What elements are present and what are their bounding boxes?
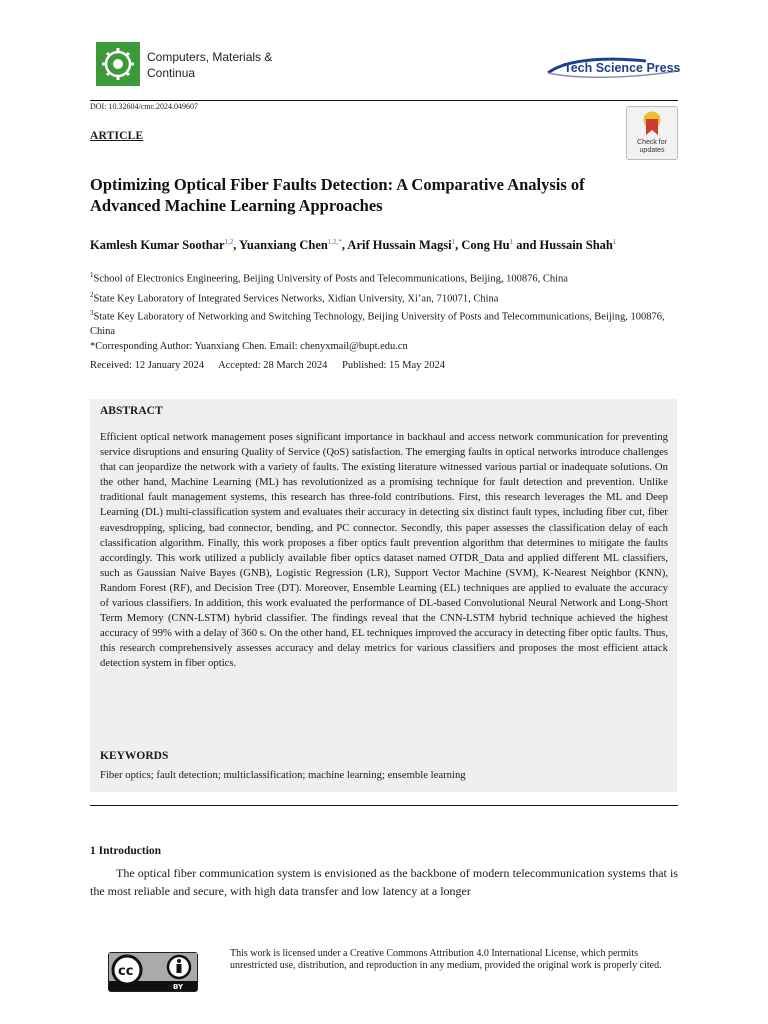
author-separator: , — [233, 238, 240, 253]
header-divider — [90, 100, 678, 101]
introduction-text: The optical fiber communication system is envisioned as the backbone of modern telecommunication systems that is the most reliable and secure, with high data transfer and low latency at a longer — [90, 866, 678, 898]
affiliation-text: State Key Laboratory of Networking and Switching Technology, Beijing University of Posts and Telecommunications, Beijing, 100876, China — [90, 311, 665, 337]
corresponding-author[interactable]: *Corresponding Author: Yuanxiang Chen. Email: chenyxmail@bupt.edu.cn — [90, 341, 408, 352]
keywords-heading: KEYWORDS — [100, 750, 169, 762]
bookmark-icon — [643, 111, 661, 137]
license-statement: This work is licensed under a Creative Commons Attribution 4.0 International License, which permits unrestricted use, distribution, and reproduction in any medium, provided the original work is properly cited. — [230, 948, 662, 971]
paper-title: Optimizing Optical Fiber Faults Detection: A Comparative Analysis of Advanced Machine Learning Approaches — [90, 175, 585, 215]
author-name[interactable]: Hussain Shah — [539, 238, 613, 253]
journal-name: Computers, Materials & Continua — [147, 50, 273, 80]
affiliation-3 — [90, 306, 670, 339]
author-name[interactable]: Cong Hu — [461, 238, 510, 253]
cc-by-license-badge[interactable] — [108, 952, 198, 992]
author-name[interactable]: Arif Hussain Magsi — [347, 238, 452, 253]
author-affiliation-marker[interactable]: 1 — [612, 238, 617, 246]
author-separator: , — [455, 238, 462, 253]
svg-text:cc: cc — [118, 964, 134, 979]
author-name[interactable]: Yuanxiang Chen — [239, 238, 328, 253]
author-separator: , — [341, 238, 348, 253]
abstract-heading: ABSTRACT — [100, 405, 163, 417]
affiliation-2 — [90, 288, 670, 307]
section-heading-introduction: 1 Introduction — [90, 845, 162, 857]
introduction-paragraph — [90, 864, 678, 900]
published-date: Published: 15 May 2024 — [342, 360, 445, 371]
accepted-date: Accepted: 28 March 2024 — [218, 360, 328, 371]
publication-dates — [90, 360, 457, 371]
affiliation-marker: 2 — [90, 291, 94, 299]
author-affiliation-marker[interactable]: 1 — [509, 238, 514, 246]
abstract-text: Efficient optical network management poses significant importance in backhaul and access network communication for preventing service disruptions and ensuring Quality of Service (QoS) satisfaction. The emerging faults in optical networks introduce challenges that can jeopardize the network with a variety of faults. The existing literature witnessed various partial or inadequate solutions. On the other hand, Machine Learning (ML) has revolutionized as a promising technique for fault detection and prevention. Unlike traditional fault management systems, this research has three-fold contributions. First, this research leverages the ML and Deep Learning (DL) multi-classification system and evaluates their accuracy in detecting six distinct fault types, including fiber cut, fiber eavesdropping, splicing, bad connector, bending, and PC connector. Secondly, this paper assesses the classification delay of each classification algorithm. Finally, this work proposes a fiber optics fault prevention algorithm that determines to mitigate the faults accordingly. This work utilized a publicly available fiber optics dataset named OTDR_Data and applied different ML classifiers, such as Gaussian Naive Bayes (GNB), Logistic Regression (LR), Support Vector Machine (SVM), K-Nearest Neighbor (KNN), Random Forest (RF), and Decision Tree (DT). Moreover, Ensemble Learning (EL) techniques are applied to evaluate the accuracy of various classifiers. In addition, this work evaluated the performance of DL-based Convolutional Neural Network and Long-Short Term Memory (CNN-LSTM) hybrid classifier. The findings reveal that the CNN-LSTM hybrid technique achieved the highest accuracy of 99% with a delay of 360 s. On the other hand, EL techniques improved the accuracy in detecting fiber optic faults. Thus, this research comprehensively assesses accuracy and delay metrics for various classifiers and proposes the most efficient attack detection system in fiber optics. — [100, 431, 668, 670]
abstract-box — [90, 399, 677, 792]
affiliation-text: School of Electronics Engineering, Beijing University of Posts and Telecommunications, Beijing, 100876, China — [93, 273, 568, 285]
check-for-updates-label: Check for updates — [637, 139, 667, 154]
author-affiliation-marker[interactable]: 1,2 — [224, 238, 234, 246]
received-date: Received: 12 January 2024 — [90, 360, 205, 371]
article-type-label: ARTICLE — [90, 130, 144, 142]
journal-logo-icon — [96, 42, 140, 86]
keywords-text: Fiber optics; fault detection; multiclassification; machine learning; ensemble learning — [100, 769, 466, 781]
affiliation-marker: 1 — [90, 271, 94, 279]
abstract-divider — [90, 805, 678, 806]
author-separator: and — [513, 238, 540, 253]
author-list — [90, 238, 690, 253]
author-name[interactable]: Kamlesh Kumar Soothar — [90, 238, 225, 253]
affiliation-text: State Key Laboratory of Integrated Services Networks, Xidian University, Xi’an, 710071, China — [93, 293, 499, 305]
doi-text[interactable]: DOI: 10.32604/cmc.2024.049607 — [90, 102, 198, 111]
affiliation-marker: 3 — [90, 309, 94, 317]
affiliation-1 — [90, 268, 670, 287]
license-by-label: BY — [173, 983, 184, 991]
check-for-updates-button[interactable] — [626, 106, 678, 160]
author-affiliation-marker[interactable]: 1 — [451, 238, 456, 246]
publisher-logo[interactable] — [546, 55, 682, 81]
author-affiliation-marker[interactable]: 1,2,* — [327, 238, 342, 246]
publisher-name: Tech Science Press — [564, 61, 681, 75]
